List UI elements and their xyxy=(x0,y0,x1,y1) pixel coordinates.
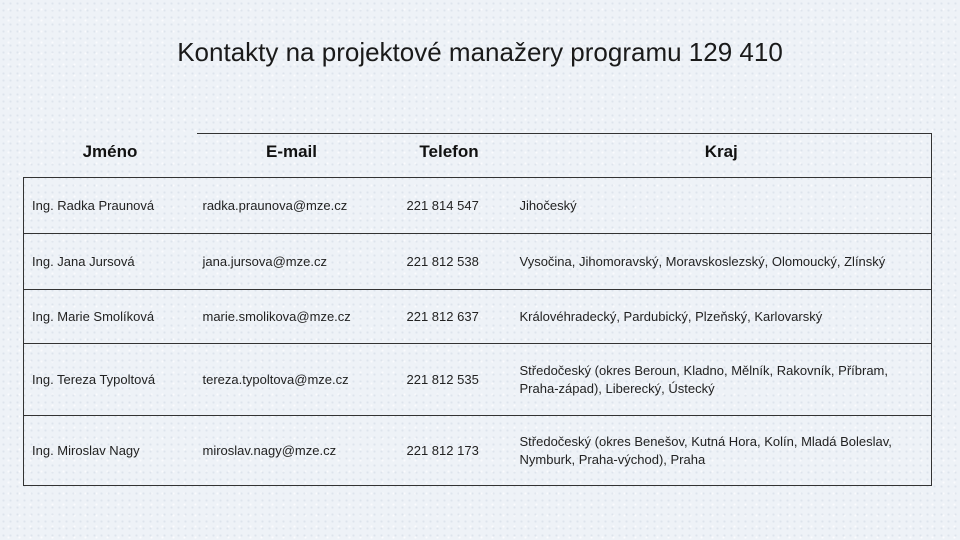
cell-name: Ing. Radka Praunová xyxy=(24,178,197,234)
cell-region: Vysočina, Jihomoravský, Moravskoslezský, Olomoucký, Zlínský xyxy=(512,234,932,290)
cell-region: Jihočeský xyxy=(512,178,932,234)
table-row xyxy=(24,290,932,344)
column-header-phone: Telefon xyxy=(387,134,512,178)
contacts-table-container xyxy=(23,133,931,486)
cell-region: Středočeský (okres Benešov, Kutná Hora, Kolín, Mladá Boleslav, Nymburk, Praha-východ), Praha xyxy=(512,416,932,486)
contacts-table xyxy=(23,133,932,486)
cell-name: Ing. Marie Smolíková xyxy=(24,290,197,344)
cell-email: radka.praunova@mze.cz xyxy=(197,178,387,234)
cell-name: Ing. Miroslav Nagy xyxy=(24,416,197,486)
cell-phone: 221 812 538 xyxy=(387,234,512,290)
column-header-name: Jméno xyxy=(82,141,138,161)
table-header-row xyxy=(24,134,932,178)
cell-email: jana.jursova@mze.cz xyxy=(197,234,387,290)
cell-phone: 221 812 535 xyxy=(387,344,512,416)
cell-region: Královéhradecký, Pardubický, Plzeňský, Karlovarský xyxy=(512,290,932,344)
cell-phone: 221 812 637 xyxy=(387,290,512,344)
cell-name: Ing. Jana Jursová xyxy=(24,234,197,290)
column-header-email: E-mail xyxy=(197,134,387,178)
table-row xyxy=(24,234,932,290)
cell-phone: 221 812 173 xyxy=(387,416,512,486)
cell-email: tereza.typoltova@mze.cz xyxy=(197,344,387,416)
column-header-region: Kraj xyxy=(512,134,932,178)
cell-email: marie.smolikova@mze.cz xyxy=(197,290,387,344)
cell-name: Ing. Tereza Typoltová xyxy=(24,344,197,416)
table-row xyxy=(24,416,932,486)
table-row xyxy=(24,178,932,234)
page-title: Kontakty na projektové manažery programu 129 410 xyxy=(177,37,783,67)
cell-email: miroslav.nagy@mze.cz xyxy=(197,416,387,486)
cell-phone: 221 814 547 xyxy=(387,178,512,234)
cell-region: Středočeský (okres Beroun, Kladno, Mělník, Rakovník, Příbram, Praha-západ), Liberecký, Ústecký xyxy=(512,344,932,416)
table-row xyxy=(24,344,932,416)
